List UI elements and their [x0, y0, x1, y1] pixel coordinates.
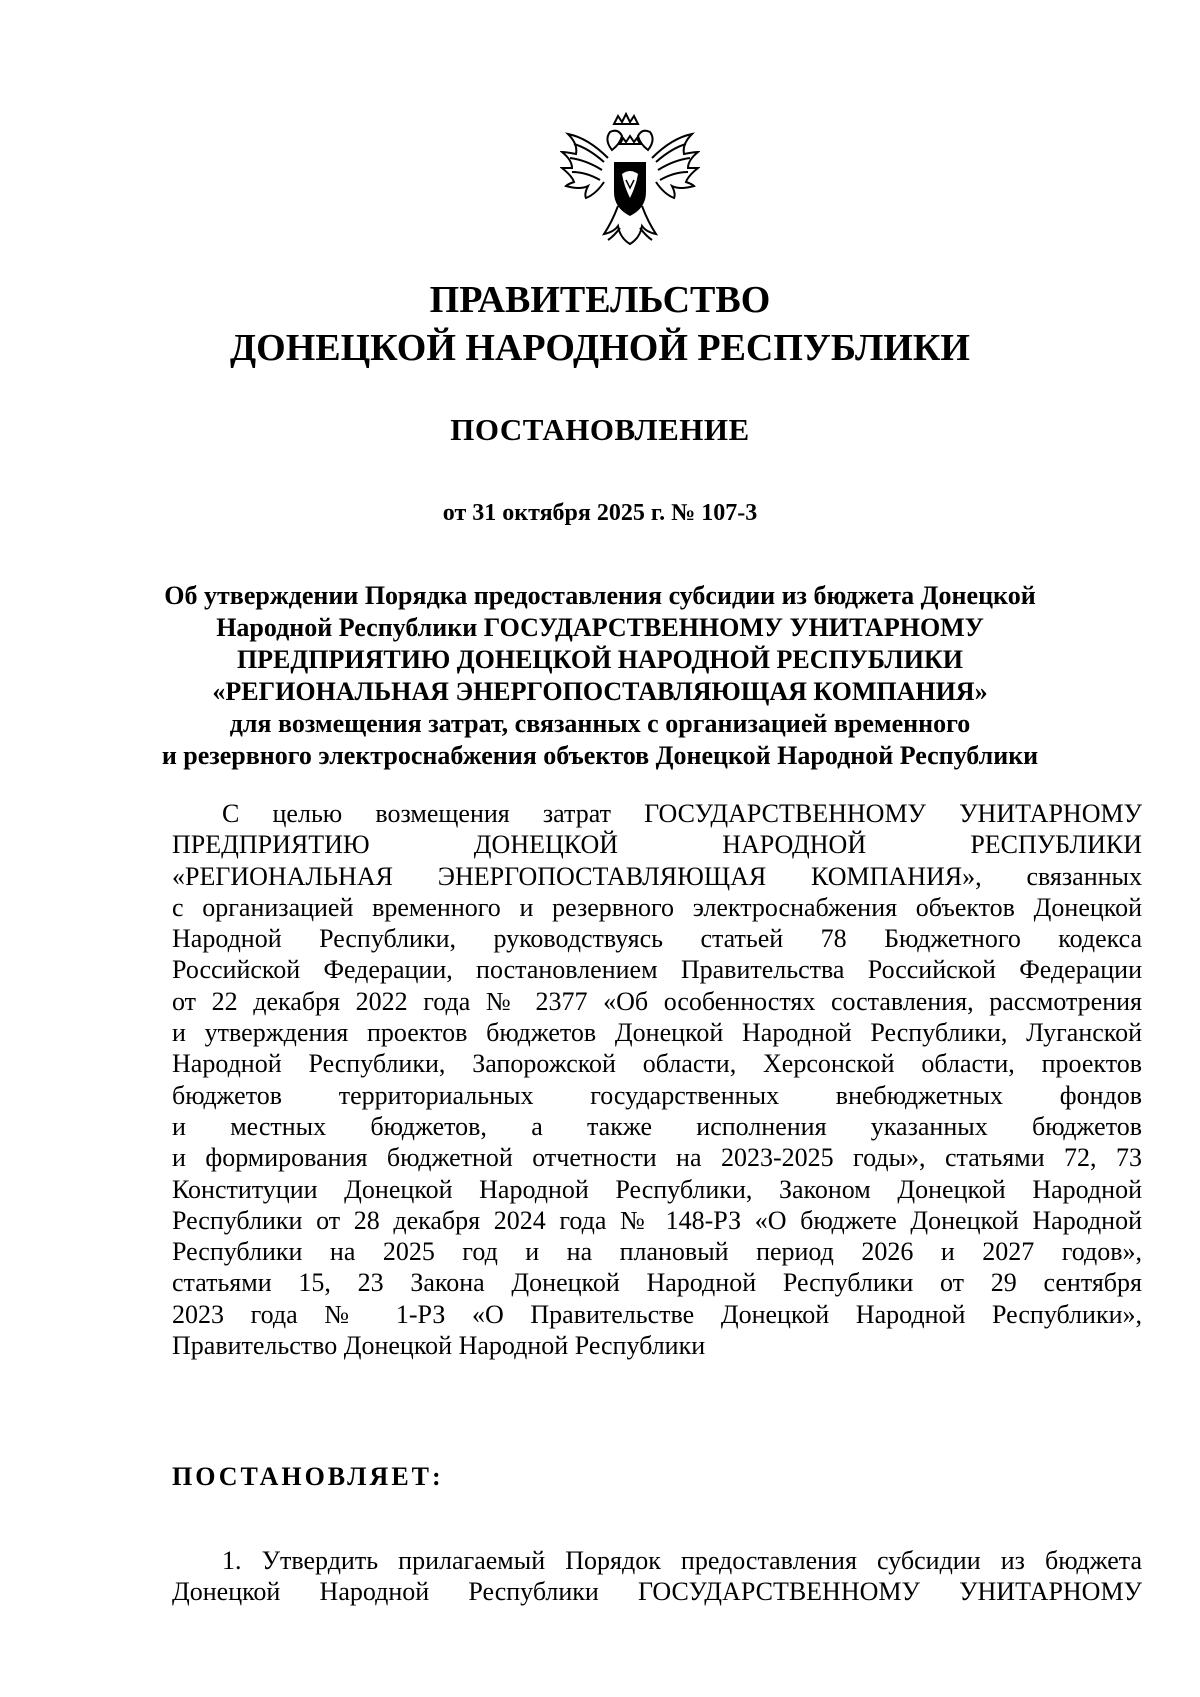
- date-number: от 31 октября 2025 г. № 107-3: [442, 500, 758, 526]
- preamble-line: и формирования бюджетной отчетности на 2023-2025 годы», статьями 72, 73: [172, 1143, 1142, 1173]
- subject-line: для возмещения затрат, связанных с организацией временного: [229, 709, 971, 738]
- preamble-line: 2023 года № 1-РЗ «О Правительстве Донецкой Народной Республики»,: [172, 1299, 1142, 1329]
- preamble-line: и утверждения проектов бюджетов Донецкой Народной Республики, Луганской: [172, 1018, 1142, 1048]
- preamble-line: Народной Республики, Запорожской области, Херсонской области, проектов: [172, 1049, 1142, 1079]
- subject-line: Народной Республики ГОСУДАРСТВЕННОМУ УНИТАРНОМУ: [216, 613, 984, 642]
- document-subject: [0, 580, 1200, 772]
- preamble-line: «РЕГИОНАЛЬНАЯ ЭНЕРГОПОСТАВЛЯЮЩАЯ КОМПАНИЯ», связанных: [172, 861, 1142, 891]
- preamble: [172, 798, 1142, 1361]
- subject-line: и резервного электроснабжения объектов Донецкой Народной Республики: [161, 741, 1039, 770]
- item-1: [172, 1545, 1142, 1608]
- preamble-line: Правительство Донецкой Народной Республики: [172, 1331, 706, 1361]
- preamble-line: статьями 15, 23 Закона Донецкой Народной Республики от 29 сентября: [172, 1268, 1142, 1298]
- preamble-line: от 22 декабря 2022 года № 2377 «Об особенностях составления, рассмотрения: [172, 986, 1142, 1016]
- preamble-line: и местных бюджетов, а также исполнения указанных бюджетов: [172, 1111, 1142, 1141]
- coat-of-arms-icon: [560, 110, 700, 260]
- item-line: 1. Утвердить прилагаемый Порядок предоставления субсидии из бюджета: [222, 1546, 1142, 1575]
- preamble-line: Республики на 2025 год и на плановый период 2026 и 2027 годов»,: [172, 1237, 1142, 1267]
- subject-line: Об утверждении Порядка предоставления субсидии из бюджета Донецкой: [164, 581, 1036, 610]
- item-line: Донецкой Народной Республики ГОСУДАРСТВЕННОМУ УНИТАРНОМУ: [172, 1577, 1142, 1607]
- resolves-heading: ПОСТАНОВЛЯЕТ:: [172, 1462, 444, 1491]
- document-type: ПОСТАНОВЛЕНИЕ: [450, 412, 750, 447]
- preamble-line: бюджетов территориальных государственных внебюджетных фондов: [172, 1080, 1142, 1110]
- government-title-line2: ДОНЕЦКОЙ НАРОДНОЙ РЕСПУБЛИКИ: [230, 327, 970, 369]
- preamble-line: Российской Федерации, постановлением Правительства Российской Федерации: [172, 955, 1142, 985]
- preamble-line: Конституции Донецкой Народной Республики, Законом Донецкой Народной: [172, 1174, 1142, 1204]
- preamble-line: ПРЕДПРИЯТИЮ ДОНЕЦКОЙ НАРОДНОЙ РЕСПУБЛИКИ: [172, 830, 1142, 860]
- government-title: [0, 276, 1200, 372]
- preamble-line: Народной Республики, руководствуясь статьей 78 Бюджетного кодекса: [172, 924, 1142, 954]
- preamble-line: С целью возмещения затрат ГОСУДАРСТВЕННОМУ УНИТАРНОМУ: [222, 799, 1142, 828]
- subject-line: «РЕГИОНАЛЬНАЯ ЭНЕРГОПОСТАВЛЯЮЩАЯ КОМПАНИЯ»: [212, 677, 988, 706]
- subject-line: ПРЕДПРИЯТИЮ ДОНЕЦКОЙ НАРОДНОЙ РЕСПУБЛИКИ: [236, 645, 964, 674]
- preamble-line: с организацией временного и резервного электроснабжения объектов Донецкой: [172, 892, 1142, 922]
- preamble-line: Республики от 28 декабря 2024 года № 148-РЗ «О бюджете Донецкой Народной: [172, 1205, 1142, 1235]
- government-title-line1: ПРАВИТЕЛЬСТВО: [429, 279, 771, 321]
